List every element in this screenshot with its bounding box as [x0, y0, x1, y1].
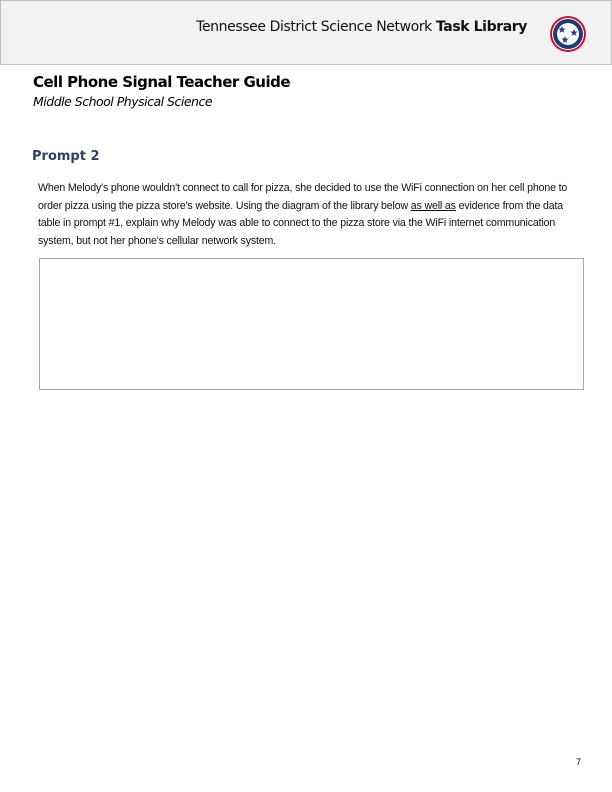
header-title [196, 19, 527, 35]
header-title-bold: Task Library [435, 19, 527, 35]
prompt-text-part: evidence from the data table in prompt #1, explain why Melody was able to connect to the pizza store via the WiFi internet communication system, but not her phone's cellular network system. [38, 199, 564, 247]
tennessee-tristar-logo-icon [549, 15, 587, 53]
answer-box[interactable] [39, 258, 584, 390]
prompt-heading: Prompt 2 [32, 149, 100, 164]
prompt-text-underlined: as well as [410, 199, 456, 212]
document-title: Cell Phone Signal Teacher Guide [33, 73, 291, 91]
svg-text:★: ★ [557, 25, 567, 36]
prompt-text [38, 180, 578, 250]
page-header [0, 0, 612, 65]
prompt-text-part: When Melody's phone wouldn't connect to call for pizza, she decided to use the WiFi connection on her cell phone to order pizza using the pizza store's website. Using the diagram of the library below [38, 182, 568, 212]
header-title-regular: Tennessee District Science Network [196, 19, 436, 35]
svg-text:★: ★ [560, 35, 570, 46]
document-subtitle: Middle School Physical Science [33, 94, 213, 109]
page-number: 7 [576, 757, 582, 767]
svg-text:★: ★ [569, 28, 579, 39]
